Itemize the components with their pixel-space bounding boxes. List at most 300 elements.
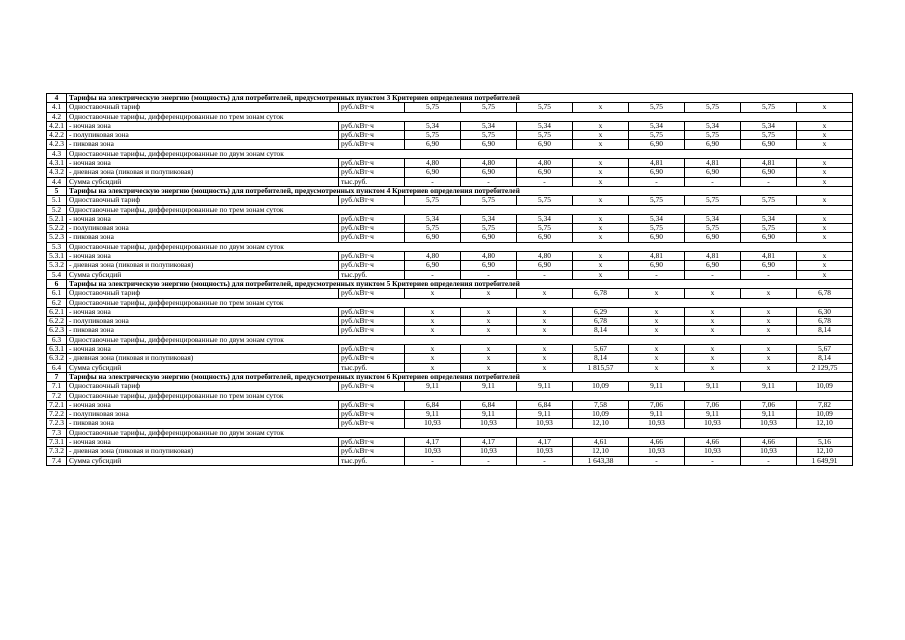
row-name: Одноставочный тариф bbox=[67, 196, 339, 205]
row-value: x bbox=[685, 307, 741, 316]
row-number: 5.1 bbox=[47, 196, 67, 205]
row-number: 7.3 bbox=[47, 428, 67, 437]
row-value: 5,34 bbox=[685, 214, 741, 223]
row-unit: руб./кВт·ч bbox=[339, 326, 405, 335]
row-number: 4.4 bbox=[47, 177, 67, 186]
row-value: - bbox=[629, 456, 685, 465]
row-value: x bbox=[573, 233, 629, 242]
row-name: - полупиковая зона bbox=[67, 224, 339, 233]
row-unit: руб./кВт·ч bbox=[339, 214, 405, 223]
row-value: x bbox=[797, 261, 853, 270]
row-value: 10,93 bbox=[461, 447, 517, 456]
row-unit: руб./кВт·ч bbox=[339, 410, 405, 419]
row-value: 1 649,91 bbox=[797, 456, 853, 465]
row-value: 5,16 bbox=[797, 437, 853, 446]
row-unit: руб./кВт·ч bbox=[339, 382, 405, 391]
row-number: 6.3.1 bbox=[47, 345, 67, 354]
row-value: - bbox=[685, 270, 741, 279]
row-value: 6,90 bbox=[461, 168, 517, 177]
table-row bbox=[47, 103, 853, 112]
row-value: 12,10 bbox=[573, 419, 629, 428]
row-value: x bbox=[405, 317, 461, 326]
row-value: x bbox=[685, 363, 741, 372]
row-value: 5,75 bbox=[741, 131, 797, 140]
row-value: x bbox=[573, 177, 629, 186]
row-value: 5,75 bbox=[461, 131, 517, 140]
row-value: x bbox=[629, 345, 685, 354]
table-row bbox=[47, 270, 853, 279]
row-value: 10,93 bbox=[685, 419, 741, 428]
table-row bbox=[47, 214, 853, 223]
table-row bbox=[47, 233, 853, 242]
row-name: - полупиковая зона bbox=[67, 131, 339, 140]
row-value: x bbox=[797, 103, 853, 112]
row-value: x bbox=[517, 354, 573, 363]
row-value: x bbox=[629, 326, 685, 335]
row-value: 6,90 bbox=[405, 140, 461, 149]
row-value: 5,34 bbox=[405, 121, 461, 130]
row-value: x bbox=[629, 307, 685, 316]
row-value: 9,11 bbox=[741, 410, 797, 419]
row-value: 5,75 bbox=[517, 196, 573, 205]
row-value: x bbox=[797, 159, 853, 168]
row-value: 5,67 bbox=[797, 345, 853, 354]
row-name: - ночная зона bbox=[67, 345, 339, 354]
row-value: - bbox=[629, 177, 685, 186]
row-number: 6.3.2 bbox=[47, 354, 67, 363]
row-number: 6.2 bbox=[47, 298, 67, 307]
row-number: 4.1 bbox=[47, 103, 67, 112]
row-value: 6,90 bbox=[405, 261, 461, 270]
row-number: 5.2 bbox=[47, 205, 67, 214]
row-value: 4,17 bbox=[517, 437, 573, 446]
row-name: Сумма субсидий bbox=[67, 363, 339, 372]
table-row bbox=[47, 224, 853, 233]
row-number: 6.4 bbox=[47, 363, 67, 372]
row-value: 6,90 bbox=[461, 261, 517, 270]
row-value: x bbox=[741, 317, 797, 326]
row-value: 4,17 bbox=[405, 437, 461, 446]
table-row bbox=[47, 345, 853, 354]
row-value: 2 129,75 bbox=[797, 363, 853, 372]
table-row bbox=[47, 131, 853, 140]
row-value: 5,75 bbox=[741, 224, 797, 233]
row-value: 10,93 bbox=[405, 447, 461, 456]
row-value: - bbox=[741, 270, 797, 279]
row-value: x bbox=[461, 289, 517, 298]
row-number: 4.3.2 bbox=[47, 168, 67, 177]
row-value: 12,10 bbox=[797, 447, 853, 456]
row-value: x bbox=[797, 121, 853, 130]
table-row bbox=[47, 363, 853, 372]
table-row bbox=[47, 326, 853, 335]
row-value: 5,75 bbox=[517, 131, 573, 140]
row-value: x bbox=[405, 289, 461, 298]
row-unit: руб./кВт·ч bbox=[339, 159, 405, 168]
row-value: x bbox=[685, 354, 741, 363]
row-value: 5,75 bbox=[517, 103, 573, 112]
table-row bbox=[47, 437, 853, 446]
table-row bbox=[47, 317, 853, 326]
row-value: x bbox=[517, 345, 573, 354]
row-value: 4,80 bbox=[461, 252, 517, 261]
row-value: 5,67 bbox=[573, 345, 629, 354]
row-value: x bbox=[573, 261, 629, 270]
row-value: x bbox=[573, 131, 629, 140]
row-value: - bbox=[741, 456, 797, 465]
table-row bbox=[47, 400, 853, 409]
row-unit: руб./кВт·ч bbox=[339, 168, 405, 177]
row-value: 5,75 bbox=[629, 224, 685, 233]
row-name: - пиковая зона bbox=[67, 419, 339, 428]
table-row bbox=[47, 279, 853, 288]
row-unit: тыс.руб. bbox=[339, 363, 405, 372]
row-value: 6,90 bbox=[629, 140, 685, 149]
row-value: - bbox=[461, 177, 517, 186]
row-value: 5,75 bbox=[461, 196, 517, 205]
row-name: Сумма субсидий bbox=[67, 177, 339, 186]
row-value: 5,34 bbox=[685, 121, 741, 130]
row-value: 5,75 bbox=[405, 103, 461, 112]
row-name: Сумма субсидий bbox=[67, 456, 339, 465]
row-number: 6.2.3 bbox=[47, 326, 67, 335]
row-value: x bbox=[573, 121, 629, 130]
table-row bbox=[47, 456, 853, 465]
row-value: 4,61 bbox=[573, 437, 629, 446]
row-number: 6.2.2 bbox=[47, 317, 67, 326]
row-value: 5,34 bbox=[517, 214, 573, 223]
table-row bbox=[47, 205, 853, 214]
row-unit: руб./кВт·ч bbox=[339, 131, 405, 140]
row-value: 6,78 bbox=[573, 317, 629, 326]
row-value: - bbox=[517, 270, 573, 279]
table-row bbox=[47, 307, 853, 316]
row-unit: руб./кВт·ч bbox=[339, 121, 405, 130]
row-value: x bbox=[629, 317, 685, 326]
row-value: x bbox=[797, 177, 853, 186]
row-value: x bbox=[517, 289, 573, 298]
row-value: 5,34 bbox=[405, 214, 461, 223]
row-number: 4.2.1 bbox=[47, 121, 67, 130]
row-value: 6,84 bbox=[461, 400, 517, 409]
row-unit: тыс.руб. bbox=[339, 270, 405, 279]
row-value: x bbox=[461, 345, 517, 354]
row-value: 7,06 bbox=[629, 400, 685, 409]
row-value: 5,75 bbox=[741, 196, 797, 205]
row-name: Одноставочные тарифы, дифференцированные по трем зонам суток bbox=[67, 205, 853, 214]
table-row bbox=[47, 391, 853, 400]
row-value: 8,14 bbox=[797, 354, 853, 363]
row-value: 10,09 bbox=[797, 382, 853, 391]
row-name: Одноставочные тарифы, дифференцированные по двум зонам суток bbox=[67, 335, 853, 344]
row-value: x bbox=[629, 289, 685, 298]
row-value: 4,80 bbox=[517, 159, 573, 168]
row-name: Тарифы на электрическую энергию (мощность) для потребителей, предусмотренных пунктом 3 Критериев определения потребителей bbox=[67, 94, 853, 103]
row-value: - bbox=[405, 270, 461, 279]
row-value: x bbox=[797, 131, 853, 140]
row-value: 9,11 bbox=[517, 382, 573, 391]
row-value: x bbox=[573, 214, 629, 223]
table-row bbox=[47, 121, 853, 130]
row-value: 5,75 bbox=[629, 103, 685, 112]
row-value: x bbox=[461, 363, 517, 372]
table-row bbox=[47, 186, 853, 195]
row-value: 12,10 bbox=[797, 419, 853, 428]
row-name: Одноставочный тариф bbox=[67, 289, 339, 298]
row-value: 10,93 bbox=[405, 419, 461, 428]
row-unit: тыс.руб. bbox=[339, 456, 405, 465]
row-value: 7,06 bbox=[741, 400, 797, 409]
row-unit: руб./кВт·ч bbox=[339, 233, 405, 242]
row-number: 4 bbox=[47, 94, 67, 103]
row-number: 7.3.1 bbox=[47, 437, 67, 446]
row-value: 5,34 bbox=[741, 214, 797, 223]
row-value: 5,75 bbox=[629, 131, 685, 140]
row-value: 7,58 bbox=[573, 400, 629, 409]
row-number: 7.1 bbox=[47, 382, 67, 391]
table-row bbox=[47, 149, 853, 158]
row-name: - ночная зона bbox=[67, 437, 339, 446]
tariff-table-sheet bbox=[46, 93, 852, 466]
row-name: - полупиковая зона bbox=[67, 317, 339, 326]
row-value: x bbox=[797, 252, 853, 261]
row-value: x bbox=[517, 307, 573, 316]
row-value: 6,78 bbox=[797, 317, 853, 326]
table-row bbox=[47, 94, 853, 103]
row-number: 7.2.2 bbox=[47, 410, 67, 419]
row-name: - ночная зона bbox=[67, 400, 339, 409]
row-value: x bbox=[461, 307, 517, 316]
row-value: - bbox=[629, 270, 685, 279]
row-name: - дневная зона (пиковая и полупиковая) bbox=[67, 447, 339, 456]
row-value: x bbox=[797, 233, 853, 242]
table-row bbox=[47, 382, 853, 391]
row-value: x bbox=[797, 224, 853, 233]
row-value: 10,93 bbox=[517, 447, 573, 456]
row-value: 10,93 bbox=[629, 447, 685, 456]
row-number: 7.2.3 bbox=[47, 419, 67, 428]
row-value: x bbox=[573, 252, 629, 261]
row-value: 5,75 bbox=[517, 224, 573, 233]
row-unit: руб./кВт·ч bbox=[339, 419, 405, 428]
row-value: 10,93 bbox=[517, 419, 573, 428]
row-name: Одноставочные тарифы, дифференцированные по двум зонам суток bbox=[67, 428, 853, 437]
row-number: 5.2.3 bbox=[47, 233, 67, 242]
row-value: x bbox=[741, 345, 797, 354]
row-value: 8,14 bbox=[573, 326, 629, 335]
row-value: 10,93 bbox=[685, 447, 741, 456]
tariff-table bbox=[46, 93, 853, 466]
row-value: 6,78 bbox=[797, 289, 853, 298]
row-name: - дневная зона (пиковая и полупиковая) bbox=[67, 261, 339, 270]
row-unit: руб./кВт·ч bbox=[339, 354, 405, 363]
row-name: Тарифы на электрическую энергию (мощность) для потребителей, предусмотренных пунктом 4 Критериев определения потребителей bbox=[67, 186, 853, 195]
row-number: 7.3.2 bbox=[47, 447, 67, 456]
row-value: x bbox=[741, 363, 797, 372]
row-value: 5,75 bbox=[405, 196, 461, 205]
row-number: 5.3 bbox=[47, 242, 67, 251]
row-value: 6,90 bbox=[405, 168, 461, 177]
row-value: x bbox=[797, 196, 853, 205]
row-name: Тарифы на электрическую энергию (мощность) для потребителей, предусмотренных пунктом 5 Критериев определения потребителей bbox=[67, 279, 853, 288]
row-name: Сумма субсидий bbox=[67, 270, 339, 279]
row-value: 4,81 bbox=[629, 252, 685, 261]
row-number: 7.4 bbox=[47, 456, 67, 465]
row-value: 8,14 bbox=[797, 326, 853, 335]
row-value: 4,81 bbox=[629, 159, 685, 168]
row-number: 6.1 bbox=[47, 289, 67, 298]
row-name: - ночная зона bbox=[67, 252, 339, 261]
row-value: 5,75 bbox=[405, 131, 461, 140]
row-value: 8,14 bbox=[573, 354, 629, 363]
row-number: 7 bbox=[47, 372, 67, 381]
row-value: - bbox=[741, 177, 797, 186]
row-number: 5.3.1 bbox=[47, 252, 67, 261]
row-value: 5,75 bbox=[685, 196, 741, 205]
row-value: x bbox=[741, 326, 797, 335]
row-value: 1 815,57 bbox=[573, 363, 629, 372]
row-value: 6,90 bbox=[685, 140, 741, 149]
row-number: 7.2 bbox=[47, 391, 67, 400]
row-name: Одноставочный тариф bbox=[67, 103, 339, 112]
row-name: Одноставочные тарифы, дифференцированные по двум зонам суток bbox=[67, 242, 853, 251]
table-row bbox=[47, 447, 853, 456]
row-value: 10,09 bbox=[573, 410, 629, 419]
row-value: 9,11 bbox=[405, 410, 461, 419]
row-value: x bbox=[797, 270, 853, 279]
row-value: x bbox=[573, 270, 629, 279]
row-value: 10,09 bbox=[573, 382, 629, 391]
table-row bbox=[47, 419, 853, 428]
row-value: 9,11 bbox=[685, 410, 741, 419]
row-number: 4.2.2 bbox=[47, 131, 67, 140]
row-value: 6,84 bbox=[517, 400, 573, 409]
row-value: 4,80 bbox=[461, 159, 517, 168]
row-value: 5,34 bbox=[517, 121, 573, 130]
table-row bbox=[47, 159, 853, 168]
row-value: - bbox=[517, 177, 573, 186]
row-value: x bbox=[573, 224, 629, 233]
row-value: 5,34 bbox=[461, 214, 517, 223]
table-row bbox=[47, 140, 853, 149]
row-value: x bbox=[405, 345, 461, 354]
row-value: x bbox=[797, 140, 853, 149]
row-number: 7.2.1 bbox=[47, 400, 67, 409]
row-value: 5,75 bbox=[685, 103, 741, 112]
row-value: 5,75 bbox=[741, 103, 797, 112]
row-value: x bbox=[629, 363, 685, 372]
row-value: x bbox=[517, 363, 573, 372]
row-value: x bbox=[405, 363, 461, 372]
row-value: x bbox=[685, 289, 741, 298]
row-value: - bbox=[517, 456, 573, 465]
row-value: x bbox=[517, 317, 573, 326]
table-row bbox=[47, 252, 853, 261]
table-row bbox=[47, 354, 853, 363]
row-value: 4,81 bbox=[685, 159, 741, 168]
row-value: 5,34 bbox=[629, 121, 685, 130]
row-value: x bbox=[629, 354, 685, 363]
row-value: - bbox=[685, 456, 741, 465]
row-number: 4.3 bbox=[47, 149, 67, 158]
row-value: x bbox=[797, 168, 853, 177]
row-value: 10,09 bbox=[797, 410, 853, 419]
row-name: - пиковая зона bbox=[67, 326, 339, 335]
row-unit: руб./кВт·ч bbox=[339, 196, 405, 205]
table-row bbox=[47, 261, 853, 270]
row-value: 5,75 bbox=[461, 103, 517, 112]
row-value: x bbox=[741, 354, 797, 363]
row-name: - ночная зона bbox=[67, 159, 339, 168]
row-value: x bbox=[461, 354, 517, 363]
row-name: Одноставочный тариф bbox=[67, 382, 339, 391]
row-value: - bbox=[685, 177, 741, 186]
table-row bbox=[47, 112, 853, 121]
row-value: 4,66 bbox=[685, 437, 741, 446]
row-value: x bbox=[741, 289, 797, 298]
row-value: 12,10 bbox=[573, 447, 629, 456]
row-value: 5,34 bbox=[629, 214, 685, 223]
row-unit: руб./кВт·ч bbox=[339, 103, 405, 112]
row-value: 4,80 bbox=[405, 252, 461, 261]
row-value: 7,06 bbox=[685, 400, 741, 409]
row-number: 5.2.1 bbox=[47, 214, 67, 223]
row-number: 4.3.1 bbox=[47, 159, 67, 168]
row-value: 10,93 bbox=[629, 419, 685, 428]
row-value: 4,81 bbox=[685, 252, 741, 261]
row-unit: руб./кВт·ч bbox=[339, 447, 405, 456]
row-value: 6,90 bbox=[629, 233, 685, 242]
row-value: 6,84 bbox=[405, 400, 461, 409]
row-unit: руб./кВт·ч bbox=[339, 307, 405, 316]
row-unit: руб./кВт·ч bbox=[339, 224, 405, 233]
row-value: 6,90 bbox=[517, 261, 573, 270]
row-number: 5.2.2 bbox=[47, 224, 67, 233]
row-unit: тыс.руб. bbox=[339, 177, 405, 186]
row-name: Одноставочные тарифы, дифференцированные по трем зонам суток bbox=[67, 112, 853, 121]
table-row bbox=[47, 428, 853, 437]
row-number: 6.3 bbox=[47, 335, 67, 344]
row-name: Тарифы на электрическую энергию (мощность) для потребителей, предусмотренных пунктом 6 Критериев определения потребителей bbox=[67, 372, 853, 381]
row-value: 6,90 bbox=[741, 261, 797, 270]
row-value: 9,11 bbox=[685, 382, 741, 391]
row-name: - дневная зона (пиковая и полупиковая) bbox=[67, 354, 339, 363]
row-value: 6,90 bbox=[685, 233, 741, 242]
row-value: x bbox=[573, 159, 629, 168]
row-value: 10,93 bbox=[741, 419, 797, 428]
row-name: - дневная зона (пиковая и полупиковая) bbox=[67, 168, 339, 177]
row-value: 7,82 bbox=[797, 400, 853, 409]
row-value: 6,90 bbox=[517, 140, 573, 149]
row-value: 9,11 bbox=[741, 382, 797, 391]
row-value: 6,90 bbox=[629, 261, 685, 270]
row-value: 4,80 bbox=[405, 159, 461, 168]
row-value: 5,75 bbox=[685, 131, 741, 140]
row-value: 9,11 bbox=[461, 410, 517, 419]
row-value: x bbox=[405, 326, 461, 335]
row-unit: руб./кВт·ч bbox=[339, 289, 405, 298]
table-row bbox=[47, 242, 853, 251]
row-value: 5,75 bbox=[685, 224, 741, 233]
row-unit: руб./кВт·ч bbox=[339, 437, 405, 446]
row-value: x bbox=[685, 326, 741, 335]
row-value: 6,90 bbox=[685, 261, 741, 270]
table-row bbox=[47, 335, 853, 344]
row-value: 9,11 bbox=[517, 410, 573, 419]
row-value: 4,81 bbox=[741, 252, 797, 261]
row-name: - ночная зона bbox=[67, 121, 339, 130]
row-value: x bbox=[461, 317, 517, 326]
